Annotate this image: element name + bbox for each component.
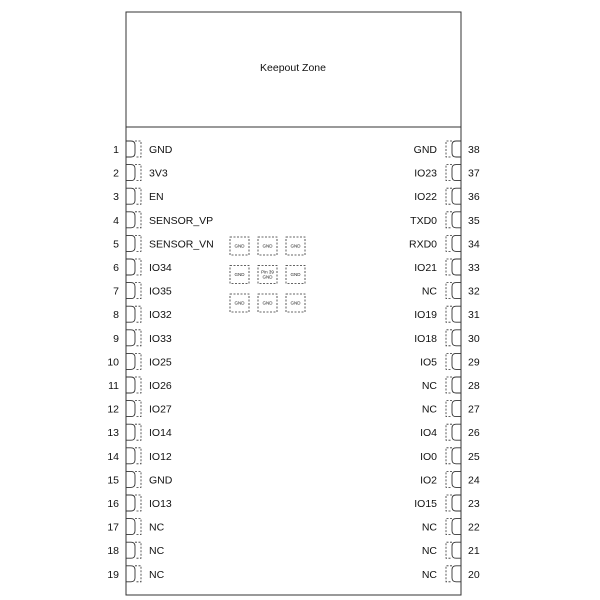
pin-label: SENSOR_VN bbox=[149, 238, 214, 251]
left-pin-5 bbox=[113, 235, 214, 251]
pin-pad-shape bbox=[452, 566, 461, 582]
keepout-zone-label: Keepout Zone bbox=[260, 62, 326, 74]
pin-number: 2 bbox=[113, 167, 119, 180]
right-pin-38 bbox=[414, 141, 480, 157]
left-pin-7 bbox=[113, 283, 172, 299]
left-pin-2 bbox=[113, 165, 168, 181]
pin-number: 22 bbox=[468, 521, 480, 534]
pin-pad-dashed bbox=[135, 188, 141, 204]
pin-number: 37 bbox=[468, 167, 480, 180]
pin-pad-shape bbox=[126, 424, 135, 440]
pin-39-gnd-pad bbox=[258, 266, 277, 284]
pin-label: NC bbox=[149, 568, 165, 581]
pin-label: IO12 bbox=[149, 450, 172, 463]
right-pin-29 bbox=[420, 353, 480, 369]
left-pin-1 bbox=[113, 141, 173, 157]
pin-pad-shape bbox=[126, 448, 135, 464]
pad-label: GND bbox=[290, 272, 301, 278]
pin-pad-dashed bbox=[135, 424, 141, 440]
ground-pad bbox=[230, 237, 249, 255]
pin-number: 16 bbox=[107, 498, 119, 510]
pin-label: NC bbox=[421, 568, 437, 581]
pin-label: IO4 bbox=[420, 427, 437, 440]
pin-pad-shape bbox=[126, 188, 135, 204]
pin-pad-shape bbox=[126, 495, 135, 511]
pin-number: 11 bbox=[108, 380, 119, 392]
pin-number: 5 bbox=[113, 238, 119, 251]
ground-pad bbox=[230, 294, 249, 312]
pin-pad-dashed bbox=[446, 141, 452, 157]
pin-label: IO13 bbox=[149, 498, 172, 510]
pin-pad-shape bbox=[126, 165, 135, 181]
pin-pad-dashed bbox=[446, 424, 452, 440]
pin-label: IO0 bbox=[420, 450, 437, 463]
right-pin-27 bbox=[422, 401, 480, 417]
pin-label: IO22 bbox=[414, 191, 437, 204]
right-pin-37 bbox=[414, 165, 480, 181]
pin-pad-dashed bbox=[135, 235, 141, 251]
pin-pad-shape bbox=[126, 259, 135, 275]
left-pin-8 bbox=[113, 306, 172, 322]
pin-pad-shape bbox=[452, 542, 461, 558]
left-pin-15 bbox=[107, 471, 172, 487]
pin-pad-dashed bbox=[446, 188, 452, 204]
pin-number: 19 bbox=[107, 568, 119, 581]
pin-pad-dashed bbox=[135, 448, 141, 464]
pin-pad-shape bbox=[452, 235, 461, 251]
pin-pad-shape bbox=[126, 283, 135, 299]
pin-pad-dashed bbox=[135, 353, 141, 369]
pin-number: 38 bbox=[468, 144, 480, 156]
pin-pad-shape bbox=[452, 212, 461, 228]
pin-pad-dashed bbox=[446, 283, 452, 299]
pin-pad-shape bbox=[452, 495, 461, 511]
pin-pad-dashed bbox=[446, 259, 452, 275]
pin-pad-dashed bbox=[135, 259, 141, 275]
right-pin-column bbox=[409, 141, 480, 582]
pad-label: GND bbox=[290, 300, 301, 306]
pin-number: 12 bbox=[107, 403, 119, 416]
ground-pad-array bbox=[230, 237, 305, 312]
pin-pad-dashed bbox=[135, 330, 141, 346]
pad-label: GND bbox=[262, 243, 273, 249]
pin-pad-shape bbox=[452, 519, 461, 535]
ground-pad bbox=[230, 266, 249, 284]
pin-label: IO25 bbox=[149, 356, 172, 369]
left-pin-6 bbox=[113, 259, 172, 275]
pin-pad-dashed bbox=[446, 353, 452, 369]
pin-pad-dashed bbox=[446, 519, 452, 535]
left-pin-4 bbox=[113, 212, 213, 228]
pin-label: IO18 bbox=[414, 332, 437, 345]
pin-pad-dashed bbox=[135, 141, 141, 157]
pin-pad-dashed bbox=[446, 471, 452, 487]
pin-number: 26 bbox=[468, 427, 480, 440]
left-pin-3 bbox=[113, 188, 163, 204]
pin-pad-shape bbox=[126, 542, 135, 558]
right-pin-34 bbox=[409, 235, 480, 251]
pin-label: IO33 bbox=[149, 332, 172, 345]
pin-number: 32 bbox=[468, 285, 480, 298]
pin-pad-dashed bbox=[135, 377, 141, 393]
right-pin-33 bbox=[414, 259, 480, 275]
pin-number: 27 bbox=[468, 403, 480, 416]
right-pin-22 bbox=[422, 519, 480, 535]
pin-label: IO19 bbox=[414, 309, 437, 322]
pin-number: 35 bbox=[468, 214, 480, 227]
pin-label: IO15 bbox=[414, 498, 437, 510]
left-pin-14 bbox=[107, 448, 172, 464]
pin-label: NC bbox=[421, 521, 437, 534]
right-pin-36 bbox=[414, 188, 480, 204]
pin-pad-shape bbox=[452, 188, 461, 204]
pin-number: 15 bbox=[107, 474, 119, 487]
left-pin-19 bbox=[107, 566, 164, 582]
pin-pad-shape bbox=[452, 377, 461, 393]
right-pin-20 bbox=[422, 566, 480, 582]
pin-label: RXD0 bbox=[408, 238, 437, 251]
left-pin-16 bbox=[107, 495, 172, 511]
pin-pad-shape bbox=[126, 377, 135, 393]
pad-label: GND bbox=[234, 300, 245, 306]
pin-pad-shape bbox=[452, 165, 461, 181]
pin-label: NC bbox=[149, 521, 165, 534]
left-pin-13 bbox=[107, 424, 172, 440]
ground-pad bbox=[286, 294, 305, 312]
pin-number: 4 bbox=[113, 214, 119, 227]
left-pin-10 bbox=[107, 353, 172, 369]
pin-pad-shape bbox=[126, 471, 135, 487]
pin-label: IO23 bbox=[414, 167, 437, 180]
right-pin-26 bbox=[420, 424, 480, 440]
right-pin-24 bbox=[420, 471, 480, 487]
pin-number: 9 bbox=[113, 332, 119, 345]
pin-pad-dashed bbox=[446, 306, 452, 322]
pin-pad-dashed bbox=[135, 212, 141, 228]
pin-pad-shape bbox=[452, 353, 461, 369]
right-pin-32 bbox=[422, 283, 480, 299]
pin-number: 17 bbox=[107, 521, 119, 534]
pin-pad-shape bbox=[452, 330, 461, 346]
pin-label: 3V3 bbox=[149, 167, 168, 180]
pin-label: NC bbox=[421, 380, 437, 392]
pin-number: 3 bbox=[113, 191, 119, 204]
pin-pad-shape bbox=[452, 141, 461, 157]
pin-number: 25 bbox=[468, 450, 480, 463]
pin-label: GND bbox=[149, 144, 173, 156]
left-pin-9 bbox=[113, 330, 172, 346]
right-pin-35 bbox=[410, 212, 480, 228]
pin-label: IO14 bbox=[149, 427, 172, 440]
pin-label: SENSOR_VP bbox=[149, 214, 214, 227]
pin-pad-shape bbox=[126, 235, 135, 251]
pin-number: 14 bbox=[107, 450, 119, 463]
pin-label: IO35 bbox=[149, 285, 172, 298]
pin-pad-shape bbox=[126, 141, 135, 157]
left-pin-18 bbox=[107, 542, 164, 558]
pin-pad-shape bbox=[452, 424, 461, 440]
right-pin-25 bbox=[420, 448, 480, 464]
pad-label: GND bbox=[290, 243, 301, 249]
ground-pad bbox=[286, 266, 305, 284]
pin-number: 34 bbox=[468, 238, 480, 251]
pin-label: TXD0 bbox=[410, 214, 437, 227]
pin-number: 8 bbox=[113, 309, 119, 322]
pin-number: 7 bbox=[113, 285, 119, 298]
right-pin-28 bbox=[422, 377, 480, 393]
pad-label: Pin 39 bbox=[261, 269, 274, 275]
pin-pad-dashed bbox=[135, 165, 141, 181]
pad-label: GND bbox=[234, 272, 245, 278]
pad-label: GND bbox=[234, 243, 245, 249]
left-pin-17 bbox=[107, 519, 164, 535]
pin-number: 10 bbox=[107, 356, 119, 369]
pin-pad-shape bbox=[452, 283, 461, 299]
pin-pad-shape bbox=[126, 353, 135, 369]
pin-pad-dashed bbox=[446, 165, 452, 181]
pin-pad-dashed bbox=[135, 495, 141, 511]
pin-label: IO32 bbox=[149, 309, 172, 322]
pin-number: 1 bbox=[113, 144, 119, 156]
pin-pad-dashed bbox=[446, 235, 452, 251]
pin-pad-shape bbox=[452, 471, 461, 487]
pin-label: IO21 bbox=[414, 262, 437, 274]
pin-number: 21 bbox=[468, 545, 480, 558]
pin-pad-shape bbox=[126, 519, 135, 535]
pin-pad-dashed bbox=[446, 330, 452, 346]
pin-number: 13 bbox=[107, 427, 119, 440]
pin-pad-shape bbox=[452, 448, 461, 464]
pin-number: 31 bbox=[468, 309, 480, 322]
pin-label: GND bbox=[149, 474, 173, 487]
ground-pad bbox=[286, 237, 305, 255]
pad-label: GND bbox=[262, 274, 273, 280]
pin-pad-shape bbox=[452, 306, 461, 322]
pin-pad-dashed bbox=[446, 401, 452, 417]
pin-pad-dashed bbox=[446, 542, 452, 558]
pin-pad-dashed bbox=[135, 306, 141, 322]
pin-number: 18 bbox=[107, 545, 119, 558]
pin-pad-shape bbox=[126, 306, 135, 322]
pin-pad-dashed bbox=[446, 448, 452, 464]
pad-label: GND bbox=[262, 300, 273, 306]
pin-number: 23 bbox=[468, 498, 480, 510]
right-pin-31 bbox=[414, 306, 480, 322]
pin-number: 24 bbox=[468, 474, 480, 487]
pin-label: IO26 bbox=[149, 380, 172, 392]
pin-pad-dashed bbox=[135, 401, 141, 417]
left-pin-12 bbox=[107, 401, 172, 417]
pin-number: 36 bbox=[468, 191, 480, 204]
pin-pad-shape bbox=[126, 212, 135, 228]
pin-number: 30 bbox=[468, 332, 480, 345]
pin-pad-dashed bbox=[135, 283, 141, 299]
pin-label: IO2 bbox=[420, 474, 437, 487]
pin-pad-dashed bbox=[135, 471, 141, 487]
pin-number: 20 bbox=[468, 568, 480, 581]
pin-number: 28 bbox=[468, 380, 480, 392]
ground-pad bbox=[258, 294, 277, 312]
pin-pad-dashed bbox=[446, 495, 452, 511]
pin-pad-shape bbox=[452, 259, 461, 275]
pin-label: IO5 bbox=[420, 356, 437, 369]
pin-pad-dashed bbox=[135, 519, 141, 535]
pin-label: EN bbox=[149, 191, 164, 204]
left-pin-11 bbox=[108, 377, 172, 393]
pin-number: 33 bbox=[468, 262, 480, 274]
left-pin-column bbox=[107, 141, 213, 582]
pin-pad-dashed bbox=[135, 542, 141, 558]
pin-pad-shape bbox=[126, 566, 135, 582]
pin-label: NC bbox=[421, 545, 437, 558]
right-pin-21 bbox=[422, 542, 480, 558]
pin-label: NC bbox=[421, 403, 437, 416]
right-pin-30 bbox=[414, 330, 480, 346]
pin-pad-dashed bbox=[446, 566, 452, 582]
pin-label: NC bbox=[421, 285, 437, 298]
pin-label: IO34 bbox=[149, 262, 172, 274]
pin-label: NC bbox=[149, 545, 165, 558]
pin-pad-shape bbox=[452, 401, 461, 417]
ground-pad bbox=[258, 237, 277, 255]
pin-pad-dashed bbox=[446, 212, 452, 228]
right-pin-23 bbox=[414, 495, 480, 511]
pin-number: 6 bbox=[113, 262, 119, 274]
pin-pad-dashed bbox=[135, 566, 141, 582]
pin-number: 29 bbox=[468, 356, 480, 369]
pin-pad-dashed bbox=[446, 377, 452, 393]
pin-label: GND bbox=[413, 144, 437, 156]
pin-pad-shape bbox=[126, 330, 135, 346]
pin-label: IO27 bbox=[149, 403, 172, 416]
pin-pad-shape bbox=[126, 401, 135, 417]
